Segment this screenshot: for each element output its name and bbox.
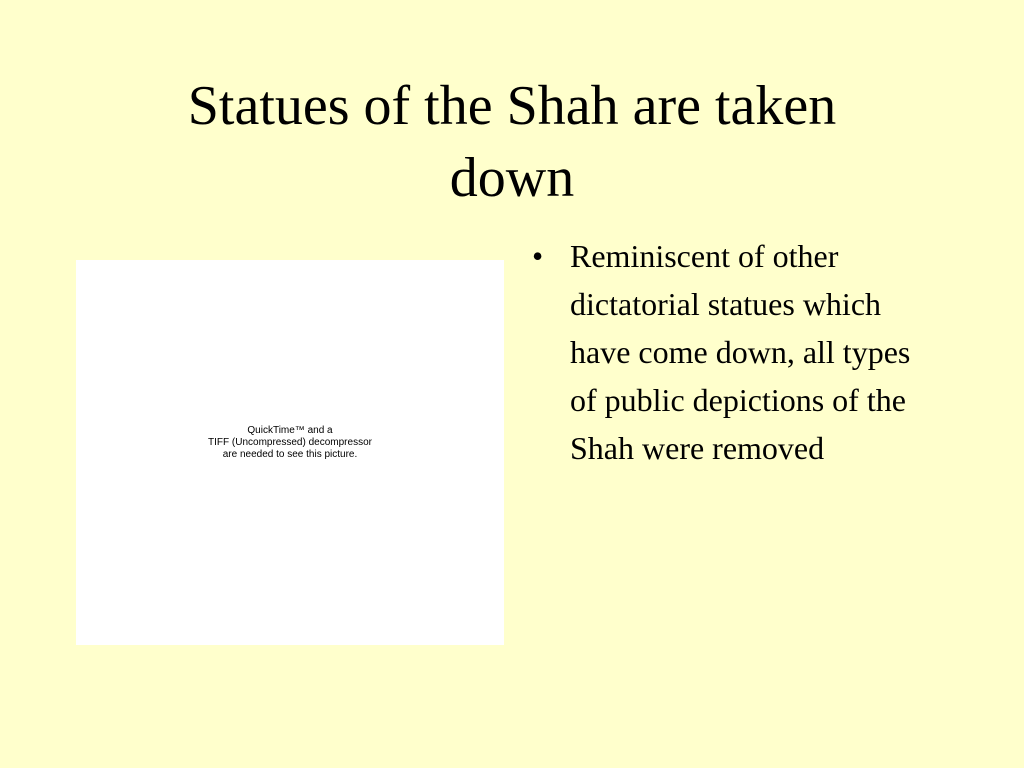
bullet-icon: • bbox=[532, 238, 544, 274]
placeholder-line-3: are needed to see this picture. bbox=[222, 448, 358, 460]
picture-placeholder bbox=[76, 260, 504, 645]
bullet-list bbox=[530, 232, 920, 472]
placeholder-line-1: QuickTime™ and a bbox=[247, 424, 333, 436]
slide-title: Statues of the Shah are taken down bbox=[187, 75, 837, 209]
bullet-text: Reminiscent of other dictatorial statues which have come down, all types of public depictions of the Shah were removed bbox=[570, 238, 911, 466]
missing-decompressor-message bbox=[208, 425, 372, 461]
placeholder-line-2: TIFF (Uncompressed) decompressor bbox=[208, 436, 372, 448]
bullet-item bbox=[530, 232, 920, 472]
